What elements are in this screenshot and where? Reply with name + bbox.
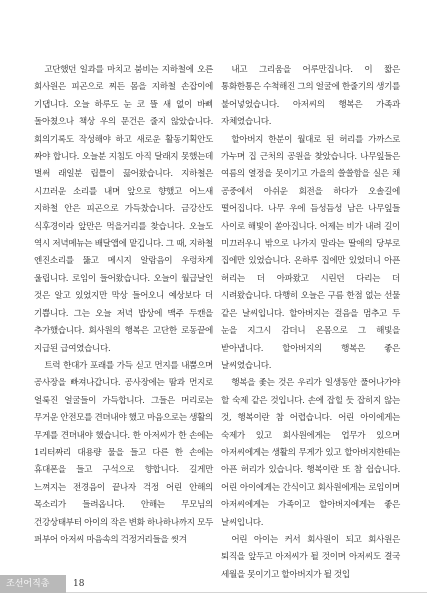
page-number: 18 xyxy=(73,579,85,589)
page-footer xyxy=(0,575,427,599)
paragraph: 할아버지 한분이 월대로 된 허리를 가까스로 가누며 집 근처의 공원을 찾았습니다. 나무잎들은 여름의 열정을 못이기고 가을의 쓸쓸함을 실은 채 공중에서 아쉬운 회전을 하다가 오솔길에 떨어집니다. 나무 우에 듬성듬성 남은 나무잎들 사이로 해빛이 쏟아집니다. 어제는 비가 내려 길이 미끄러우니 밖으로 나가지 말라는 딸애의 당부로 집에만 있었습니다. 온하루 집에만 있었더니 아픈 허리는 더 아파왔고 시린던 다리는 더 시려왔습니다. 다행히 오늘은 구름 한점 없는 선물 같은 날씨입니다. 할아버지는 걸음을 멈추고 두 눈을 지그시 감더니 온몸으로 그 해빛을 받아냅니다. 할아버지의 행복은 좋은 날씨였습니다. xyxy=(221,134,400,371)
body-text xyxy=(0,62,427,580)
left-column xyxy=(34,62,213,549)
paragraph: 행복을 좇는 것은 우리가 일생동안 풀어나가야 할 숙제 같은 것입니다. 손에 잡힐 듯 잡히지 않는 것, 행복이란 참 어렵습니다. 어린 아이에게는 숙제가 있고 회사원에게는 업무가 있으며 아저씨에게는 생활의 무게가 있고 할아버지한테는 아픈 허리가 있습니다. 행복이란 또 참 쉽습니다. 어린 아이에게는 간식이고 회사원에게는 로임이며 아저씨에게는 가족이고 할아버지에게는 좋은 날씨입니다. xyxy=(221,378,400,528)
footer-divider xyxy=(66,592,427,593)
paragraph: 트럭 한대가 포래를 가득 싣고 먼지를 내뿜으며 공사장을 빠져나갑니다. 공사장에는 땀과 먼지로 얼룩진 얼굴들이 가득합니다. 그들은 머리로는 무거운 안전모를 견뎌내야 했고 마음으로는 생활의 무게를 견뎌내야 했습니다. 한 아저씨가 한 손에는 1리터짜리 대용량 물을 들고 다른 한 손에는 휴대폰을 들고 구석으로 향합니다. 길게만 느껴지는 전경음이 끝나자 걱정 어린 안해의 목소리가 들려옵니다. 안해는 무모님의 건강상태부터 아이의 작은 변화 하나하나까지 모두 퍼부어 아저씨 마음속의 걱정거리들을 씻겨 xyxy=(34,360,213,545)
right-column xyxy=(221,62,400,584)
paragraph: 고단했던 일과를 마치고 붐비는 지하철에 오른 회사원은 피곤으로 찌든 몸을 지하철 손잡이에 기댑니다. 오늘 하루도 눈 코 뜰 새 없이 바삐 돌아쳤으나 책상 우의 문건은 줄지 않았습니다. 회의기록도 작성해야 하고 새로운 활동기획안도 짜야 합니다. 오늘분 지침도 아직 달래지 못했는데 벌써 래일분 립틀이 끓어왔습니다. 지하철은 시끄러운 소리를 내며 앞으로 향했고 어느새 지하철 안은 피곤으로 가득찼습니다. 금강산도 식후경이라 앞만은 먹을거리를 찾습니다. 오늘도 역시 저녁메뉴는 배달앱에 맡깁니다. 그 때, 지하철 엔진소리를 뚫고 메시지 알람음이 우렁차게 울립니다. 로임이 들어왔습니다. 오늘이 월급날인 것은 알고 있었지만 막상 들어오니 예상보다 더 기쁩니다. 그는 오늘 저녁 밥상에 맥주 두캔을 추가했습니다. 회사원의 행복은 고단한 로동끝에 지급된 급여였습니다. xyxy=(34,65,213,354)
magazine-name: 조선어직총 xyxy=(6,579,50,589)
paragraph: 어린 아이는 커서 회사원이 되고 회사원은 퇴직을 앞두고 아저씨가 될 것이며 아저씨도 결국 세월을 못이기고 할아버지가 될 것입 xyxy=(221,534,400,580)
paragraph: 내고 그리움을 어루만집니다. 이 짧은 통화한통은 수척해진 그의 얼굴에 한줄기의 생기를 불어넣었습니다. 아저씨의 행복은 가족과 자체였습니다. xyxy=(221,65,400,128)
